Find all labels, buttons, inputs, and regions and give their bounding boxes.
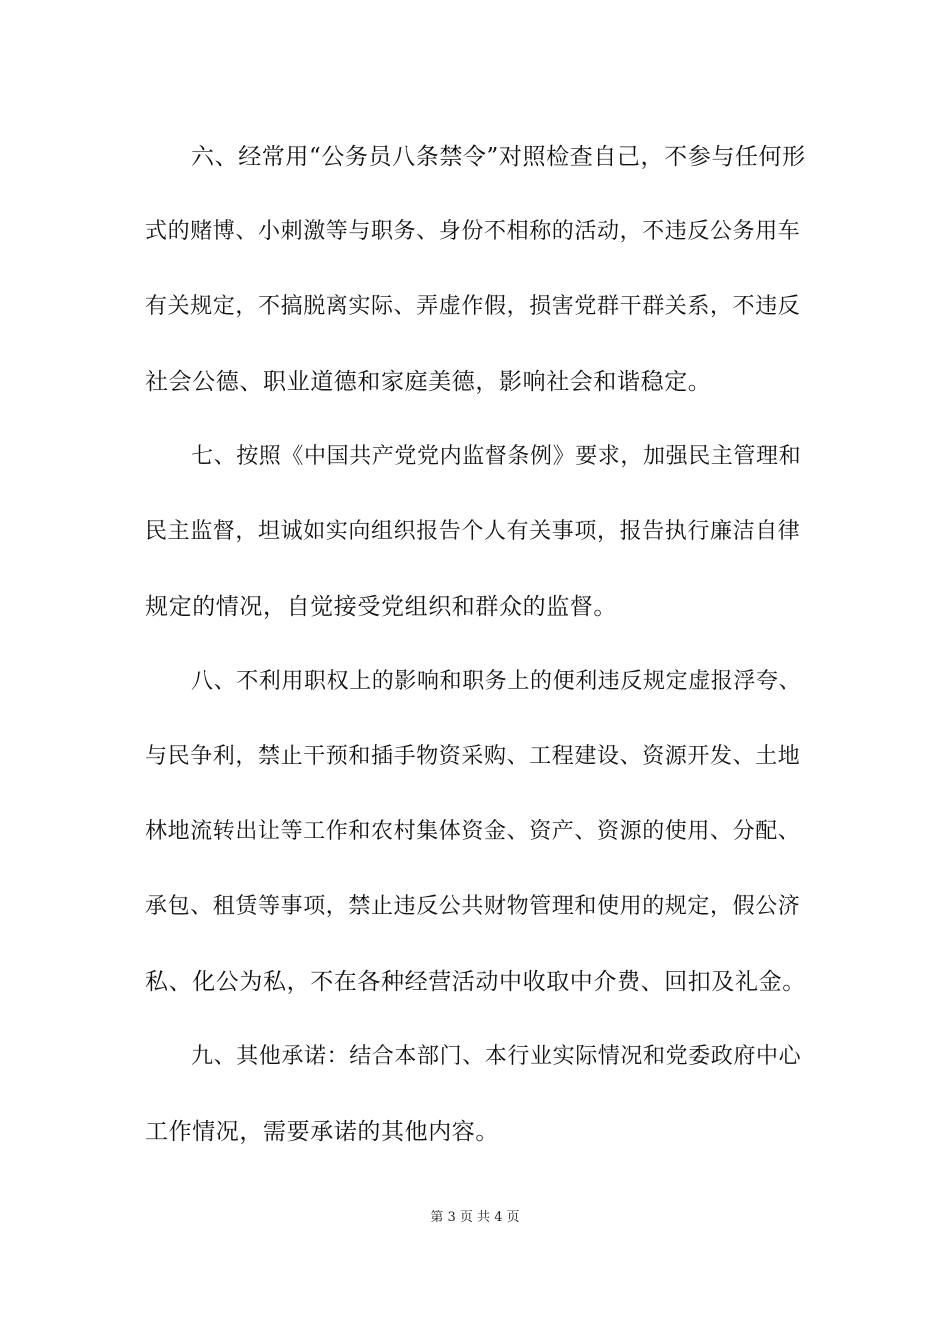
paragraph-7-line-3: 规定的情况，自觉接受党组织和群众的监督。 bbox=[145, 594, 617, 620]
paragraph-7-line-1: 七、按照《中国共产党党内监督条例》要求，加强民主管理和 bbox=[191, 444, 802, 469]
paragraph-8-line-5: 私、化公为私，不在各种经营活动中收取中介费、回扣及礼金。 bbox=[145, 969, 806, 995]
paragraph-6-line-4: 社会公德、职业道德和家庭美德，影响社会和谐稳定。 bbox=[145, 369, 712, 395]
paragraph-8-line-4: 承包、租赁等事项，禁止违反公共财物管理和使用的规定，假公济 bbox=[145, 894, 801, 919]
paragraph-6-line-3: 有关规定，不搞脱离实际、弄虚作假，损害党群干群关系，不违反 bbox=[145, 294, 801, 319]
paragraph-6-line-1: 六、经常用“公务员八条禁令”对照检查自己，不参与任何形 bbox=[191, 144, 806, 170]
paragraph-8-line-2: 与民争利，禁止干预和插手物资采购、工程建设、资源开发、土地 bbox=[145, 744, 801, 769]
paragraph-9-line-2: 工作情况，需要承诺的其他内容。 bbox=[145, 1119, 499, 1145]
paragraph-6-line-2: 式的赌博、小刺激等与职务、身份不相称的活动，不违反公务用车 bbox=[145, 219, 801, 244]
paragraph-8-line-3: 林地流转出让等工作和农村集体资金、资产、资源的使用、分配、 bbox=[145, 819, 801, 844]
paragraph-8-line-1: 八、不利用职权上的影响和职务上的便利违反规定虚报浮夸、 bbox=[191, 669, 802, 694]
paragraph-7-line-2: 民主监督，坦诚如实向组织报告个人有关事项，报告执行廉洁自律 bbox=[145, 519, 801, 544]
paragraph-9-line-1: 九、其他承诺：结合本部门、本行业实际情况和党委政府中心 bbox=[191, 1044, 802, 1069]
page-number-footer: 第 3 页 共 4 页 bbox=[430, 1210, 520, 1225]
